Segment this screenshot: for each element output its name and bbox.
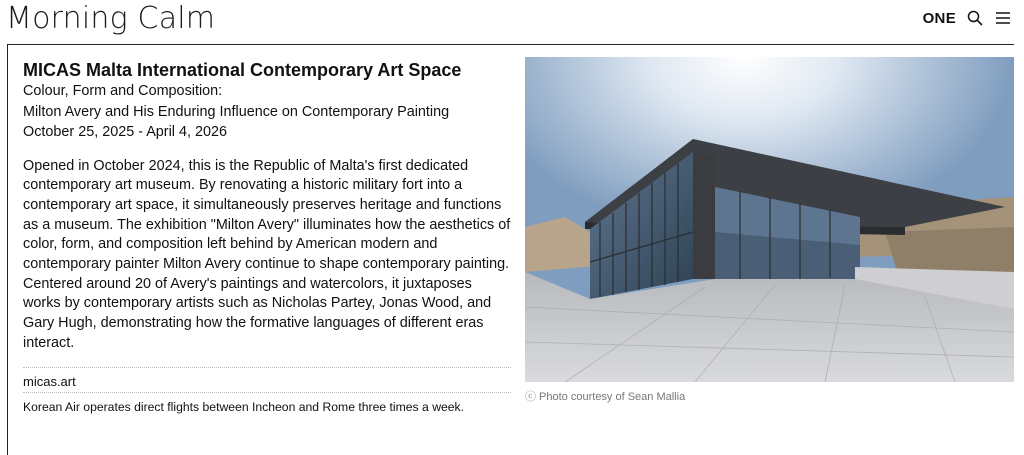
search-icon[interactable] <box>966 9 984 27</box>
flight-note: Korean Air operates direct flights between Incheon and Rome three times a week. <box>23 392 511 416</box>
museum-photo <box>525 57 1014 382</box>
exhibition-title-line2: Milton Avery and His Enduring Influence on Contemporary Painting <box>23 103 450 120</box>
menu-icon[interactable] <box>994 9 1012 27</box>
photo-credit: ⓒ Photo courtesy of Sean Mallia <box>525 391 686 403</box>
site-logo[interactable]: Morning Calm <box>6 1 216 36</box>
edition-link[interactable]: ONE <box>922 9 956 27</box>
venue-text <box>23 59 513 354</box>
venue-title: MICAS Malta International Contemporary Art Space <box>23 60 462 80</box>
website-link[interactable]: micas.art <box>23 367 511 392</box>
exhibition-dates: October 25, 2025 - April 4, 2026 <box>23 124 227 140</box>
venue-card <box>7 44 1014 455</box>
venue-description: Opened in October 2024, this is the Republic of Malta's first dedicated contemporary art museum. By renovating a historic military fort into a contemporary art space, it simultaneously preserves heritage and functions as a museum. The exhibition "Milton Avery" illuminates how the aesthetics of color, form, and composition left behind by American modern and contemporary painter Milton Avery continue to shape contemporary painting. Centered around 20 of Avery's paintings and watercolors, it juxtaposes works by contemporary artists such as Nicholas Partey, Jonas Wood, and Gary Hugh, demonstrating how the formative languages of different eras interact. <box>23 157 511 351</box>
top-navigation <box>923 9 1012 27</box>
exhibition-title-line1: Colour, Form and Composition: <box>23 83 223 99</box>
